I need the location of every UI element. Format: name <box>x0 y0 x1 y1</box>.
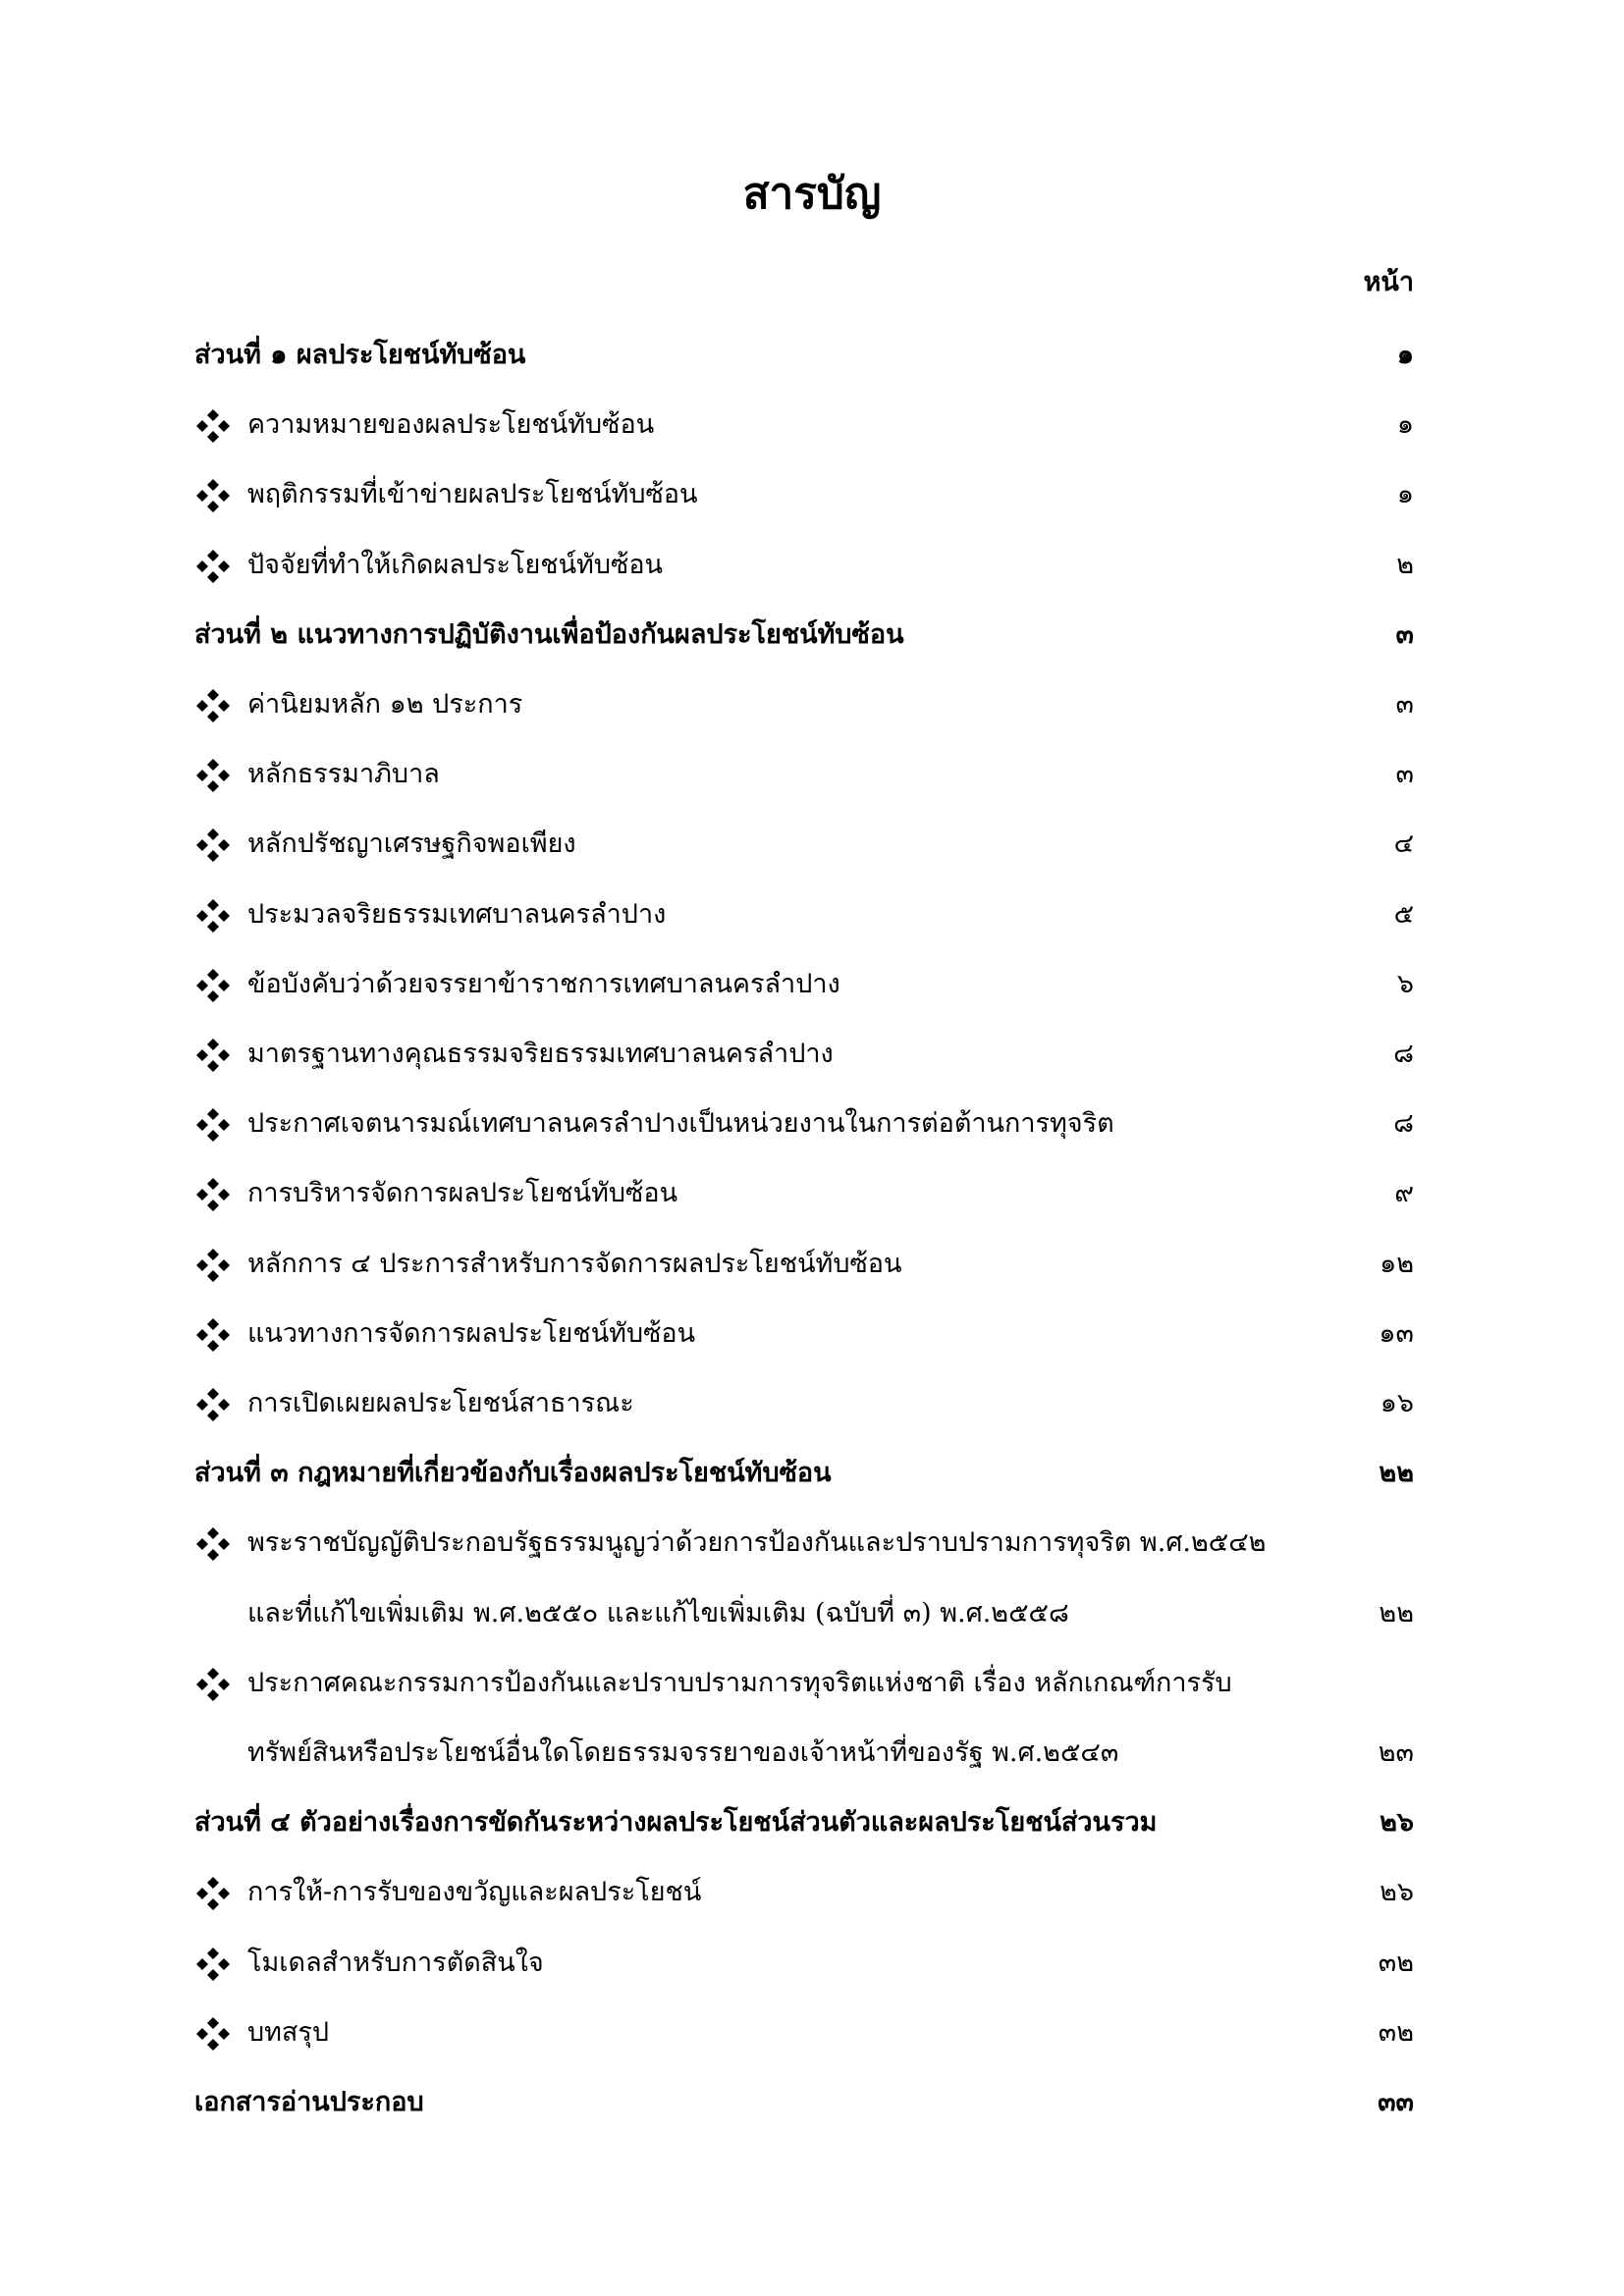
toc-item-row <box>0 1590 1624 1637</box>
four-diamond-bullet-icon <box>196 1178 230 1211</box>
toc-item-row <box>0 1100 1624 1148</box>
four-diamond-bullet-icon <box>196 1249 230 1282</box>
toc-entry-text: ส่วนที่ ๑ ผลประโยชน์ทับซ้อน <box>194 340 526 370</box>
toc-page-number: ๑ <box>1396 340 1414 370</box>
toc-entry-text: พระราชบัญญัติประกอบรัฐธรรมนูญว่าด้วยการป้องกันและปราบปรามการทุจริต พ.ศ.๒๕๔๒ <box>247 1527 1267 1559</box>
toc-page-number: ๙ <box>1394 1178 1414 1209</box>
toc-entry-text: หลักธรรมาภิบาล <box>247 759 440 790</box>
toc-item-row <box>0 1940 1624 1987</box>
toc-entry-text: ความหมายของผลประโยชน์ทับซ้อน <box>247 409 655 441</box>
four-diamond-bullet-icon <box>196 479 230 512</box>
toc-entry-text: ส่วนที่ ๓ กฎหมายที่เกี่ยวข้องกับเรื่องผลประโยชน์ทับซ้อน <box>194 1458 832 1489</box>
four-diamond-bullet-icon <box>196 550 230 583</box>
toc-item-row <box>0 681 1624 728</box>
toc-section-row <box>0 1799 1624 1846</box>
toc-page-number: ๒๒ <box>1379 1597 1414 1629</box>
toc-page-number: ๘ <box>1393 1108 1414 1140</box>
toc-item-row <box>0 751 1624 798</box>
toc-item-row <box>0 1170 1624 1217</box>
four-diamond-bullet-icon <box>196 899 230 933</box>
four-diamond-bullet-icon <box>196 1668 230 1701</box>
four-diamond-bullet-icon <box>196 1108 230 1142</box>
toc-section-row <box>0 1450 1624 1497</box>
four-diamond-bullet-icon <box>196 969 230 1002</box>
toc-entry-text: หลักปรัชญาเศรษฐกิจพอเพียง <box>247 828 576 860</box>
toc-page-number: ๒๖ <box>1380 1807 1414 1839</box>
toc-entry-text: มาตรฐานทางคุณธรรมจริยธรรมเทศบาลนครลำปาง <box>247 1039 834 1069</box>
toc-entry-text: ประมวลจริยธรรมเทศบาลนครลำปาง <box>247 898 667 930</box>
toc-item-row <box>0 401 1624 449</box>
toc-entry-text: หลักการ ๔ ประการสำหรับการจัดการผลประโยชน์ทับซ้อน <box>247 1248 902 1279</box>
toc-section-row <box>0 332 1624 379</box>
toc-page-number: ๑๖ <box>1380 1388 1414 1418</box>
toc-page-number: ๓ <box>1395 759 1414 790</box>
page-column-header: หน้า <box>1363 267 1414 297</box>
toc-page-number: ๑ <box>1396 409 1414 441</box>
toc-page-number: ๓ <box>1395 618 1414 650</box>
toc-page-number: ๔ <box>1393 828 1414 860</box>
toc-item-row <box>0 1520 1624 1567</box>
toc-item-row <box>0 1310 1624 1358</box>
toc-entry-text: ค่านิยมหลัก ๑๒ ประการ <box>247 689 523 720</box>
toc-page-number: ๑๓ <box>1379 1317 1414 1349</box>
toc-item-row <box>0 961 1624 1008</box>
four-diamond-bullet-icon <box>196 689 230 722</box>
toc-page-number: ๑ <box>1396 479 1414 510</box>
toc-entry-text: การบริหารจัดการผลประโยชน์ทับซ้อน <box>247 1178 678 1209</box>
toc-item-row <box>0 1869 1624 1916</box>
toc-item-row <box>0 2009 1624 2056</box>
toc-entry-text: เอกสารอ่านประกอบ <box>194 2087 424 2117</box>
toc-item-row <box>0 1380 1624 1427</box>
toc-item-row <box>0 891 1624 938</box>
toc-entry-text: การให้-การรับของขวัญและผลประโยชน์ <box>247 1877 702 1908</box>
toc-item-row <box>0 1241 1624 1288</box>
toc-entry-text: บทสรุป <box>247 2016 330 2048</box>
four-diamond-bullet-icon <box>196 828 230 862</box>
toc-page-number: ๓๒ <box>1378 2016 1414 2048</box>
toc-page-number: ๒๖ <box>1380 1877 1414 1908</box>
toc-page-number: ๒ <box>1396 549 1414 580</box>
toc-entry-text: แนวทางการจัดการผลประโยชน์ทับซ้อน <box>247 1317 696 1349</box>
toc-entry-text: ข้อบังคับว่าด้วยจรรยาข้าราชการเทศบาลนครลำปาง <box>247 968 840 999</box>
toc-section-row <box>0 612 1624 659</box>
page-title: สารบัญ <box>742 169 882 219</box>
toc-item-row <box>0 1031 1624 1078</box>
toc-page-number: ๖ <box>1396 968 1414 999</box>
toc-page-number: ๒๓ <box>1378 1737 1414 1768</box>
toc-entry-text: ทรัพย์สินหรือประโยชน์อื่นใดโดยธรรมจรรยาของเจ้าหน้าที่ของรัฐ พ.ศ.๒๕๔๓ <box>247 1737 1119 1768</box>
toc-entry-text: ส่วนที่ ๔ ตัวอย่างเรื่องการขัดกันระหว่างผลประโยชน์ส่วนตัวและผลประโยชน์ส่วนรวม <box>194 1807 1158 1839</box>
toc-entry-text: ประกาศเจตนารมณ์เทศบาลนครลำปางเป็นหน่วยงานในการต่อต้านการทุจริต <box>247 1108 1114 1140</box>
toc-item-row <box>0 1660 1624 1707</box>
toc-entry-text: พฤติกรรมที่เข้าข่ายผลประโยชน์ทับซ้อน <box>247 479 698 510</box>
toc-item-row <box>0 471 1624 518</box>
four-diamond-bullet-icon <box>196 1948 230 1981</box>
toc-page-number: ๕ <box>1393 898 1414 930</box>
toc-page-number: ๒๒ <box>1379 1458 1414 1489</box>
toc-entry-text: การเปิดเผยผลประโยชน์สาธารณะ <box>247 1388 634 1418</box>
toc-item-row <box>0 821 1624 868</box>
toc-item-row <box>0 1730 1624 1777</box>
four-diamond-bullet-icon <box>196 1527 230 1561</box>
toc-item-row <box>0 542 1624 589</box>
toc-page-number: ๓๓ <box>1378 2087 1414 2117</box>
toc-entry-text: ส่วนที่ ๒ แนวทางการปฏิบัติงานเพื่อป้องกันผลประโยชน์ทับซ้อน <box>194 618 904 650</box>
toc-entry-text: ประกาศคณะกรรมการป้องกันและปราบปรามการทุจริตแห่งชาติ เรื่อง หลักเกณฑ์การรับ <box>247 1667 1232 1698</box>
four-diamond-bullet-icon <box>196 759 230 792</box>
four-diamond-bullet-icon <box>196 2017 230 2051</box>
toc-entry-text: ปัจจัยที่ทำให้เกิดผลประโยชน์ทับซ้อน <box>247 549 663 580</box>
toc-page-number: ๘ <box>1393 1039 1414 1069</box>
four-diamond-bullet-icon <box>196 409 230 443</box>
toc-page-number: ๓๒ <box>1378 1947 1414 1978</box>
four-diamond-bullet-icon <box>196 1318 230 1352</box>
four-diamond-bullet-icon <box>196 1388 230 1421</box>
toc-entry-text: และที่แก้ไขเพิ่มเติม พ.ศ.๒๕๕๐ และแก้ไขเพิ่มเติม (ฉบับที่ ๓) พ.ศ.๒๕๕๘ <box>247 1597 1069 1629</box>
toc-section-row <box>0 2079 1624 2126</box>
toc-entry-text: โมเดลสำหรับการตัดสินใจ <box>247 1947 544 1978</box>
four-diamond-bullet-icon <box>196 1877 230 1910</box>
toc-page-number: ๑๒ <box>1380 1248 1414 1279</box>
toc-page-number: ๓ <box>1395 689 1414 720</box>
four-diamond-bullet-icon <box>196 1039 230 1072</box>
